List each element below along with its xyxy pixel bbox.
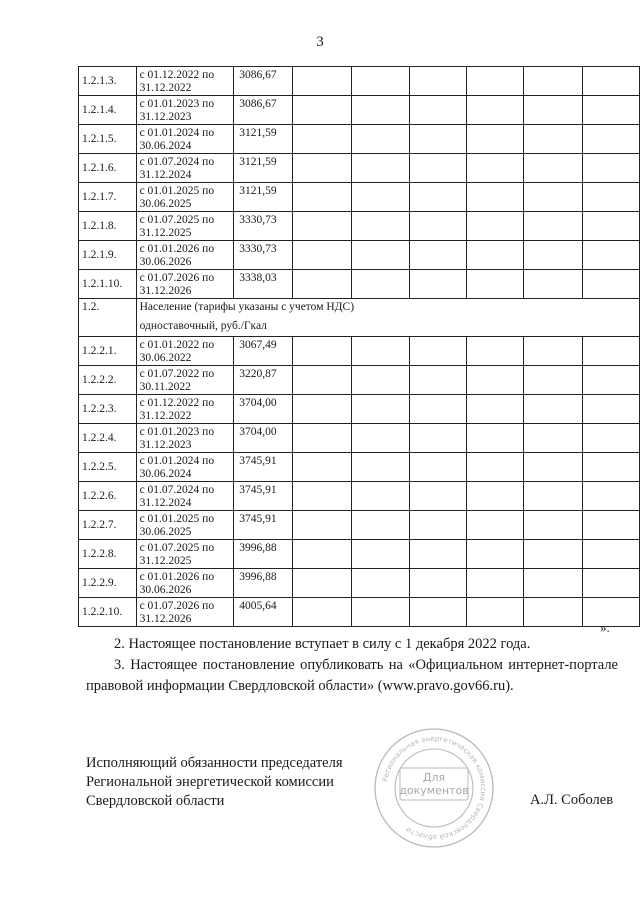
table-row (79, 67, 640, 96)
empty-cell (352, 270, 409, 299)
closing-quote: ». (600, 620, 610, 635)
signatory-name: А.Л. Соболев (530, 792, 614, 808)
row-period: с 01.07.2022 по 30.11.2022 (136, 366, 234, 395)
table-row (79, 96, 640, 125)
empty-cell (466, 453, 523, 482)
signatory-line-1: Исполняющий обязанности председателя (86, 755, 343, 771)
row-period: с 01.12.2022 по 31.12.2022 (136, 67, 234, 96)
empty-cell (292, 241, 351, 270)
table-row (79, 511, 640, 540)
empty-cell (466, 366, 523, 395)
table-row (79, 598, 640, 627)
empty-cell (524, 453, 582, 482)
empty-cell (352, 540, 409, 569)
section-subtitle-row (79, 318, 640, 337)
empty-cell (409, 212, 466, 241)
row-period: с 01.07.2024 по 31.12.2024 (136, 154, 234, 183)
empty-cell (466, 125, 523, 154)
empty-cell (352, 424, 409, 453)
row-code: 1.2.2.1. (79, 337, 137, 366)
table-row (79, 424, 640, 453)
empty-cell (466, 183, 523, 212)
empty-cell (352, 569, 409, 598)
empty-cell (292, 366, 351, 395)
table-row (79, 540, 640, 569)
empty-cell (524, 569, 582, 598)
empty-cell (352, 241, 409, 270)
row-tariff-value: 3067,49 (234, 337, 293, 366)
empty-cell (352, 366, 409, 395)
row-tariff-value: 3338,03 (234, 270, 293, 299)
row-tariff-value: 4005,64 (234, 598, 293, 627)
signatory-line-2: Региональной энергетической комиссии (86, 774, 334, 790)
row-code: 1.2.2.4. (79, 424, 137, 453)
row-period: с 01.01.2025 по 30.06.2025 (136, 183, 234, 212)
empty-cell (292, 270, 351, 299)
row-tariff-value: 3745,91 (234, 453, 293, 482)
empty-cell (582, 482, 639, 511)
empty-cell (292, 569, 351, 598)
row-code: 1.2.1.8. (79, 212, 137, 241)
empty-cell (582, 598, 639, 627)
section-subtitle: одноставочный, руб./Гкал (136, 318, 639, 337)
table-row (79, 154, 640, 183)
empty-cell (466, 212, 523, 241)
empty-cell (524, 183, 582, 212)
row-code: 1.2.1.5. (79, 125, 137, 154)
row-period: с 01.07.2026 по 31.12.2026 (136, 270, 234, 299)
row-period: с 01.01.2023 по 31.12.2023 (136, 96, 234, 125)
empty-cell (292, 453, 351, 482)
row-period: с 01.01.2023 по 31.12.2023 (136, 424, 234, 453)
row-tariff-value: 3704,00 (234, 395, 293, 424)
empty-cell (409, 154, 466, 183)
empty-cell (292, 67, 351, 96)
empty-cell (582, 540, 639, 569)
row-tariff-value: 3086,67 (234, 67, 293, 96)
empty-cell (409, 96, 466, 125)
row-tariff-value: 3745,91 (234, 482, 293, 511)
table-row (79, 337, 640, 366)
row-tariff-value: 3220,87 (234, 366, 293, 395)
section-code: 1.2. (79, 299, 137, 318)
table-row (79, 212, 640, 241)
empty-cell (409, 366, 466, 395)
empty-cell (292, 540, 351, 569)
stamp-center-line-1: Для (422, 771, 446, 784)
row-period: с 01.01.2026 по 30.06.2026 (136, 241, 234, 270)
row-period: с 01.01.2024 по 30.06.2024 (136, 453, 234, 482)
empty-cell (409, 511, 466, 540)
row-period: с 01.07.2024 по 31.12.2024 (136, 482, 234, 511)
stamp-center-line-2: документов (399, 784, 469, 797)
empty-cell (524, 598, 582, 627)
empty-cell (524, 154, 582, 183)
empty-cell (466, 395, 523, 424)
row-period: с 01.12.2022 по 31.12.2022 (136, 395, 234, 424)
empty-cell (524, 337, 582, 366)
row-tariff-value: 3996,88 (234, 540, 293, 569)
empty-cell (582, 424, 639, 453)
empty-cell (352, 96, 409, 125)
row-period: с 01.01.2026 по 30.06.2026 (136, 569, 234, 598)
signatory-position (86, 754, 343, 811)
row-period: с 01.07.2025 по 31.12.2025 (136, 540, 234, 569)
empty-cell (409, 125, 466, 154)
row-code: 1.2.1.4. (79, 96, 137, 125)
empty-cell (582, 183, 639, 212)
empty-cell (524, 424, 582, 453)
empty-cell (582, 511, 639, 540)
official-stamp (373, 727, 495, 849)
empty-cell (292, 337, 351, 366)
row-tariff-value: 3704,00 (234, 424, 293, 453)
empty-cell (352, 511, 409, 540)
empty-cell (466, 241, 523, 270)
empty-cell (466, 154, 523, 183)
empty-cell (352, 453, 409, 482)
row-code: 1.2.2.9. (79, 569, 137, 598)
empty-cell (524, 366, 582, 395)
empty-cell (466, 337, 523, 366)
row-code: 1.2.2.3. (79, 395, 137, 424)
empty-cell (409, 395, 466, 424)
empty-cell (524, 125, 582, 154)
empty-cell (409, 67, 466, 96)
empty-cell (352, 154, 409, 183)
empty-cell (409, 337, 466, 366)
empty-cell (524, 270, 582, 299)
row-code: 1.2.2.8. (79, 540, 137, 569)
empty-cell (466, 270, 523, 299)
empty-cell (409, 598, 466, 627)
empty-cell (524, 511, 582, 540)
empty-cell (466, 96, 523, 125)
empty-cell (524, 96, 582, 125)
empty-cell (352, 183, 409, 212)
row-code: 1.2.2.7. (79, 511, 137, 540)
empty-cell (352, 125, 409, 154)
row-tariff-value: 3121,59 (234, 125, 293, 154)
row-code: 1.2.1.10. (79, 270, 137, 299)
empty-cell (582, 395, 639, 424)
empty-cell (409, 241, 466, 270)
empty-cell (409, 482, 466, 511)
empty-cell (582, 154, 639, 183)
row-period: с 01.01.2024 по 30.06.2024 (136, 125, 234, 154)
row-code: 1.2.1.9. (79, 241, 137, 270)
table-row (79, 569, 640, 598)
empty-cell (466, 67, 523, 96)
row-code: 1.2.2.5. (79, 453, 137, 482)
table-row (79, 482, 640, 511)
empty-cell (352, 212, 409, 241)
row-period: с 01.07.2026 по 31.12.2026 (136, 598, 234, 627)
section-title: Население (тарифы указаны с учетом НДС) (136, 299, 639, 318)
row-code: 1.2.2.2. (79, 366, 137, 395)
empty-cell (409, 453, 466, 482)
table-row (79, 183, 640, 212)
section-header-row (79, 299, 640, 318)
table-row (79, 270, 640, 299)
empty-cell (409, 270, 466, 299)
empty-cell (466, 424, 523, 453)
empty-cell (582, 366, 639, 395)
row-code: 1.2.1.6. (79, 154, 137, 183)
empty-cell (352, 337, 409, 366)
empty-cell (292, 424, 351, 453)
empty-cell (466, 482, 523, 511)
empty-cell (524, 395, 582, 424)
empty-cell (409, 424, 466, 453)
table-row (79, 366, 640, 395)
row-code: 1.2.1.7. (79, 183, 137, 212)
empty-cell (292, 96, 351, 125)
empty-cell (352, 482, 409, 511)
empty-cell (524, 540, 582, 569)
row-period: с 01.01.2022 по 30.06.2022 (136, 337, 234, 366)
empty-cell (352, 67, 409, 96)
empty-cell (409, 183, 466, 212)
row-tariff-value: 3121,59 (234, 183, 293, 212)
empty-cell (582, 569, 639, 598)
empty-cell (409, 569, 466, 598)
row-tariff-value: 3330,73 (234, 212, 293, 241)
empty-cell (582, 125, 639, 154)
empty-cell (292, 598, 351, 627)
empty-cell (582, 453, 639, 482)
empty-cell (524, 482, 582, 511)
page-number: 3 (316, 34, 324, 50)
row-period: с 01.07.2025 по 31.12.2025 (136, 212, 234, 241)
empty-cell (352, 395, 409, 424)
row-tariff-value: 3086,67 (234, 96, 293, 125)
table-row (79, 395, 640, 424)
empty-cell (582, 337, 639, 366)
empty-cell (524, 67, 582, 96)
empty-cell (524, 241, 582, 270)
section-code-continuation (79, 318, 137, 337)
table-row (79, 125, 640, 154)
empty-cell (292, 395, 351, 424)
empty-cell (466, 540, 523, 569)
row-tariff-value: 3121,59 (234, 154, 293, 183)
signatory-line-3: Свердловской области (86, 793, 225, 809)
empty-cell (582, 212, 639, 241)
empty-cell (292, 183, 351, 212)
empty-cell (292, 511, 351, 540)
empty-cell (292, 125, 351, 154)
empty-cell (409, 540, 466, 569)
row-tariff-value: 3330,73 (234, 241, 293, 270)
empty-cell (582, 67, 639, 96)
empty-cell (582, 270, 639, 299)
empty-cell (582, 96, 639, 125)
paragraph-effective-date: 2. Настоящее постановление вступает в силу с 1 декабря 2022 года. (114, 636, 531, 652)
empty-cell (352, 598, 409, 627)
empty-cell (466, 569, 523, 598)
row-code: 1.2.1.3. (79, 67, 137, 96)
empty-cell (524, 212, 582, 241)
row-period: с 01.01.2025 по 30.06.2025 (136, 511, 234, 540)
paragraph-publication: 3. Настоящее постановление опубликовать на «Официальном интернет-портале правовой информации Свердловской области» (www.pravo.gov66.ru). (86, 657, 618, 694)
stamp-ring-text: Региональная энергетическая комиссия Свердловской области (380, 733, 489, 843)
tariff-table (78, 66, 640, 627)
empty-cell (292, 482, 351, 511)
empty-cell (466, 598, 523, 627)
empty-cell (292, 154, 351, 183)
empty-cell (292, 212, 351, 241)
row-tariff-value: 3996,88 (234, 569, 293, 598)
row-tariff-value: 3745,91 (234, 511, 293, 540)
table-row (79, 453, 640, 482)
table-row (79, 241, 640, 270)
row-code: 1.2.2.6. (79, 482, 137, 511)
empty-cell (466, 511, 523, 540)
empty-cell (582, 241, 639, 270)
row-code: 1.2.2.10. (79, 598, 137, 627)
